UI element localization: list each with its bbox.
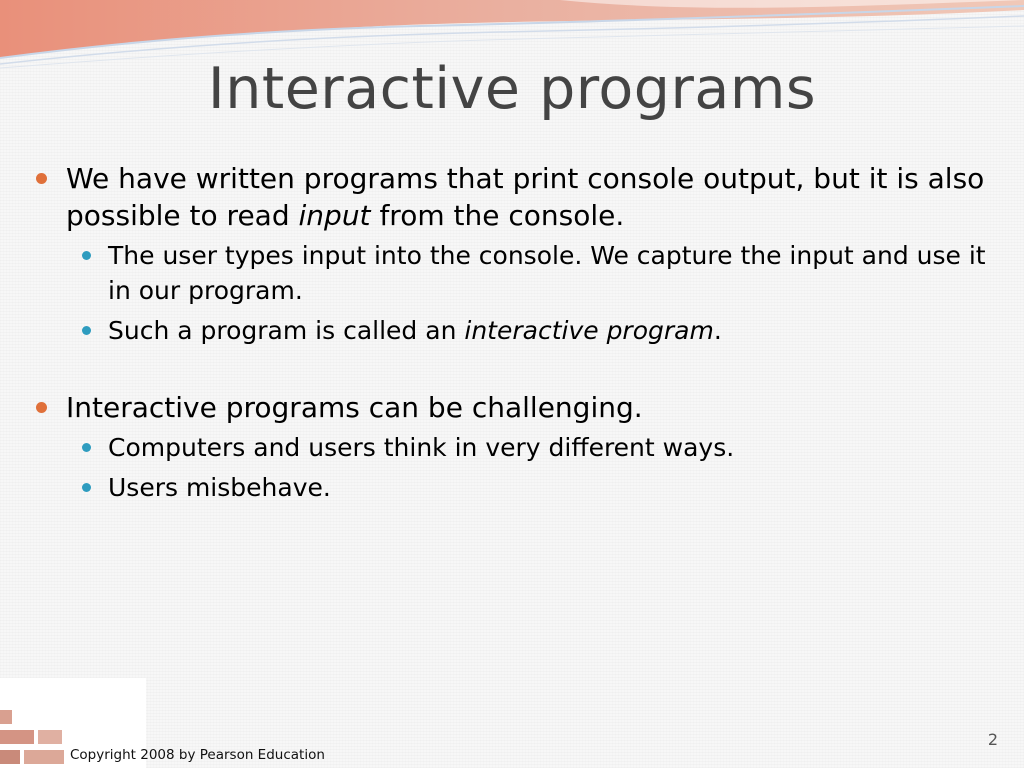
bullet-text: Interactive programs can be challenging.	[66, 391, 643, 424]
bullet-dot-icon	[36, 402, 47, 413]
page-number: 2	[987, 730, 998, 749]
sub-bullet-text: The user types input into the console. We capture the input and use it in our program.	[108, 241, 986, 305]
bullet-text: We have written programs that print console output, but it is also possible to read	[66, 162, 985, 232]
slide-content	[36, 160, 1006, 510]
sub-bullet-dot-icon	[82, 251, 91, 260]
copyright-footer: Copyright 2008 by Pearson Education	[70, 747, 325, 763]
sub-bullet-dot-icon	[82, 483, 91, 492]
bullet-italic-text: input	[298, 199, 371, 232]
sub-bullet-item	[78, 313, 1006, 348]
sub-bullet-dot-icon	[82, 443, 91, 452]
sub-bullet-text: Such a program is called an	[108, 316, 465, 345]
sub-bullet-item	[78, 470, 1006, 505]
bullet-item	[36, 389, 1006, 426]
spacer	[36, 353, 1006, 389]
slide-title: Interactive programs	[207, 56, 817, 122]
sub-bullet-text: Users misbehave.	[108, 473, 331, 502]
bullet-dot-icon	[36, 173, 47, 184]
sub-bullet-dot-icon	[82, 326, 91, 335]
sub-bullet-text-end: .	[713, 316, 722, 345]
sub-bullet-italic-text: interactive program	[464, 316, 714, 345]
sub-bullet-text: Computers and users think in very different ways.	[108, 433, 735, 462]
sub-bullet-item	[78, 238, 1006, 308]
bullet-item	[36, 160, 1006, 234]
sub-bullet-item	[78, 430, 1006, 465]
bullet-text-end: from the console.	[370, 199, 625, 232]
